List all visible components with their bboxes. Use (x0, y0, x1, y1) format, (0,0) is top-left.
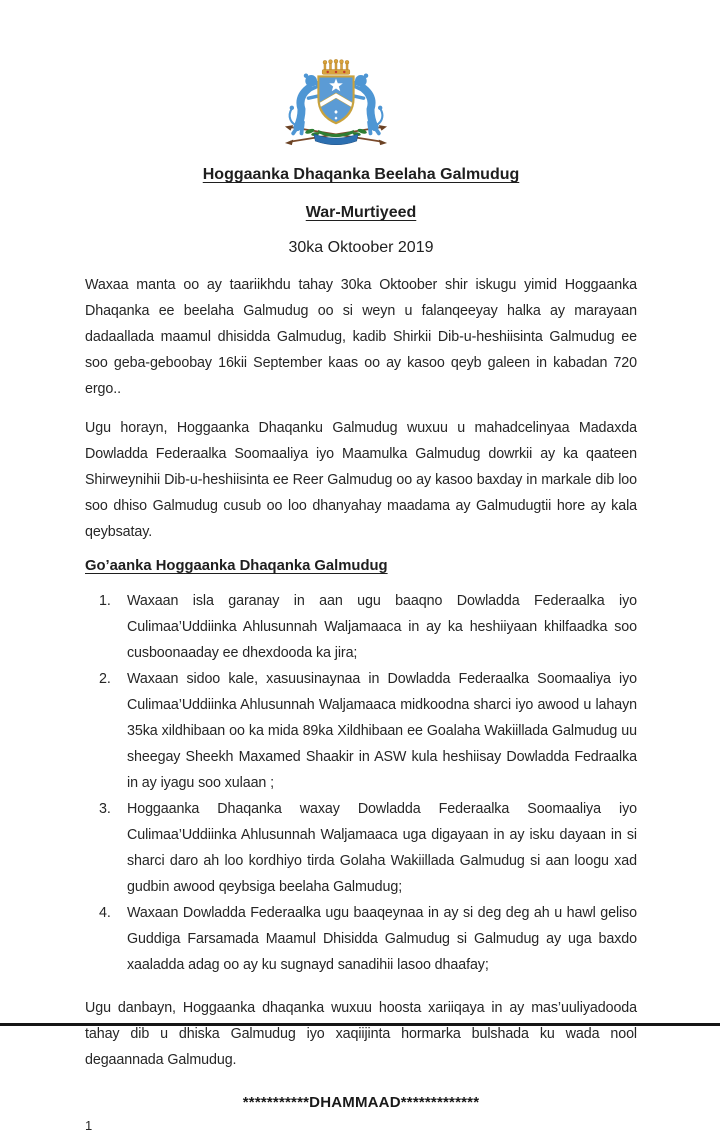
list-gap (118, 588, 127, 666)
decision-item-text: Waxaan sidoo kale, xasuusinaynaa in Dowladda Federaalka Soomaaliya iyo Culimaa’Uddiinka Ahlusunnah Waljamaaca midkoodna sharci iyo awood u lahayn 35ka xildhibaan oo ka mida 89ka Xildhibaan ee Goalaha Wakiillada Galmudug uu sheegay Sheekh Maxamed Shaakir in ASW kula heshiisay Dowladda Fedraalka in ay iyagu soo xulaan ; (127, 671, 637, 791)
end-marker: ***********DHAMMAAD************* (242, 1094, 480, 1111)
list-gap (118, 796, 127, 900)
decision-item-number: 3. (99, 801, 111, 817)
decision-list (85, 588, 637, 978)
decision-heading: Go’aanka Hoggaanka Dhaqanka Galmudug (85, 558, 388, 574)
page-number: 1 (85, 1118, 93, 1133)
decision-item-text: Waxaan isla garanay in aan ugu baaqno Dowladda Federaalka iyo Culimaa’Uddiinka Ahlusunnah Waljamaaca in ay ka heshiiyaan khilfaadka soo cusboonaaday ee dhexdooda ka jira; (127, 593, 637, 661)
decision-item-number: 1. (99, 593, 111, 609)
decision-item-text: Waxaan Dowladda Federaalka ugu baaqeynaa in ay si deg deg ah u hawl geliso Guddiga Farsamada Maamul Dhisidda Galmudug si Galmudug ay uga baxdo xaaladda adag oo ay ku sugnayd sanadihii lasoo dhaafay; (127, 905, 637, 973)
lion-icon (290, 74, 321, 134)
document-date: 30ka Oktoober 2019 (288, 239, 434, 256)
thanks-paragraph: Ugu horayn, Hoggaanka Dhaqanku Galmudug wuxuu u mahadcelinyaa Madaxda Dowladda Federaalka Soomaaliya iyo Maamulka Galmudug dowrkii ay ka qaateen Shirweynihii Dib-u-heshiisinta ee Reer Galmudug oo ay kasoo baxday in markale dib loo soo dhiso Galmudug cusub oo loo dhanyahay maadama ay Galmudugtii hore ay kala qeybsatay. (85, 420, 637, 540)
decision-item-text: Hoggaanka Dhaqanka waxay Dowladda Federaalka Soomaaliya iyo Culimaa’Uddiinka Ahlusunnah Waljamaaca uga digayaan in ay isku dayaan in si sharci daro ah loo kordhiyo tirda Golaha Wakiillada Galmudug si aan loogu xad gudbin awood qeybsiga beelaha Galmudug; (127, 801, 637, 895)
closing-paragraph: Ugu danbayn, Hoggaanka dhaqanka wuxuu hoosta xariiqaya in ay mas’uuliyadooda tahay dib u dhiska Galmudug iyo xaqiijinta hormarka bulshada ku wada nool degaannada Galmudug. (85, 1000, 637, 1068)
document-title: Hoggaanka Dhaqanka Beelaha Galmudug (202, 166, 520, 183)
document-subtitle: War-Murtiyeed (305, 204, 417, 221)
decision-item-2 (99, 666, 637, 796)
decision-item-3 (99, 796, 637, 900)
decision-item-1 (99, 588, 637, 666)
intro-paragraph: Waxaa manta oo ay taariikhdu tahay 30ka Oktoober shir iskugu yimid Hoggaanka Dhaqanka ee beelaha Galmudug oo si weyn u falanqeeyay halka ay marayaan dadaallada maamul dhisidda Galmudug, kadib Shirkii Dib-u-heshiisinta Galmudug ee soo geba-geboobay 16kii September kaas oo ay kasoo qeyb galeen in kabadan 720 ergo.. (85, 277, 637, 397)
shield-icon (317, 75, 354, 124)
list-gap (118, 900, 127, 978)
somalia-coat-of-arms-logo (267, 58, 405, 148)
lion-icon (351, 74, 382, 134)
decision-item-4 (99, 900, 637, 978)
logo-container (60, 58, 612, 148)
crown-icon (322, 59, 350, 74)
decision-item-number: 2. (99, 671, 111, 687)
decision-item-number: 4. (99, 905, 111, 921)
list-gap (118, 666, 127, 796)
